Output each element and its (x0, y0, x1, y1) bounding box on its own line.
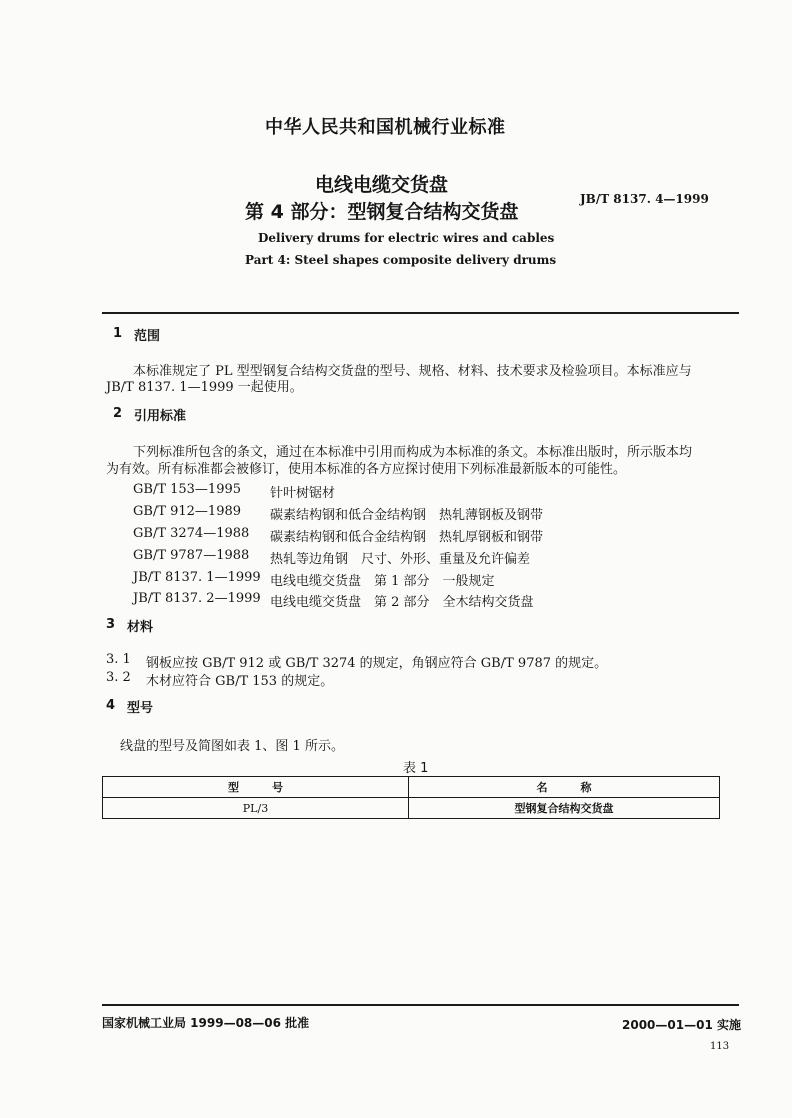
section-3-number: 3 (106, 617, 116, 632)
reference-code: GB/T 912—1989 (133, 504, 242, 519)
implementation-date: 2000—01—01 实施 (622, 1018, 741, 1032)
footer-divider (102, 1004, 739, 1006)
section-4-title: 型号 (127, 701, 154, 716)
document-title-line2: 第 4 部分：型钢复合结构交货盘 (245, 201, 519, 223)
reference-code: JB/T 8137. 2—1999 (133, 591, 261, 606)
section-2-number: 2 (113, 406, 123, 421)
section-2-paragraph-line1: 下列标准所包含的条文，通过在本标准中引用而构成为本标准的条文。本标准出版时，所示版本均 (133, 445, 693, 460)
approval-note: 国家机械工业局 1999—08—06 批准 (102, 1016, 310, 1030)
reference-title: 针叶树锯材 (270, 486, 336, 501)
reference-code: JB/T 8137. 1—1999 (133, 570, 261, 585)
reference-title: 热轧等边角钢 尺寸、外形、重量及允许偏差 (270, 552, 531, 567)
section-2-paragraph-line2: 为有效。所有标准都会被修订，使用本标准的各方应探讨使用下列标准最新版本的可能性。 (106, 462, 627, 477)
table-cell-name: 型钢复合结构交货盘 (409, 798, 720, 819)
section-2-title: 引用标准 (134, 409, 187, 424)
section-1-number: 1 (113, 326, 123, 341)
english-title-line1: Delivery drums for electric wires and cables (258, 231, 555, 245)
clause-3-1-number: 3. 1 (106, 652, 131, 667)
clause-3-2-text: 木材应符合 GB/T 153 的规定。 (146, 674, 334, 689)
reference-code: GB/T 9787—1988 (133, 548, 250, 563)
page-number: 113 (710, 1041, 730, 1052)
reference-title: 电线电缆交货盘 第 1 部分 一般规定 (270, 574, 495, 589)
section-3-title: 材料 (127, 620, 154, 635)
reference-title: 电线电缆交货盘 第 2 部分 全木结构交货盘 (270, 595, 534, 610)
document-title-line1: 电线电缆交货盘 (315, 174, 449, 196)
table-cell-model: PL/3 (103, 798, 409, 819)
reference-code: GB/T 3274—1988 (133, 526, 250, 541)
section-4-intro: 线盘的型号及简图如表 1、图 1 所示。 (120, 739, 344, 754)
section-1-paragraph-line1: 本标准规定了 PL 型型钢复合结构交货盘的型号、规格、材料、技术要求及检验项目。本标准应与 (133, 364, 692, 379)
section-4-number: 4 (106, 698, 116, 713)
header-divider (102, 312, 739, 314)
clause-3-2-number: 3. 2 (106, 670, 131, 685)
clause-3-1-text: 钢板应按 GB/T 912 或 GB/T 3274 的规定，角钢应符合 GB/T 9787 的规定。 (146, 656, 608, 671)
table-caption: 表 1 (403, 761, 429, 776)
table-header-row (103, 777, 720, 798)
section-1-paragraph-line2: JB/T 8137. 1—1999 一起使用。 (106, 380, 303, 395)
industry-standard-heading: 中华人民共和国机械行业标准 (265, 117, 506, 138)
model-table (102, 776, 720, 819)
table-header-cell: 名 称 (409, 777, 720, 798)
standard-code: JB/T 8137. 4—1999 (580, 192, 709, 206)
reference-title: 碳素结构钢和低合金结构钢 热轧厚钢板和钢带 (270, 530, 544, 545)
table-row (103, 798, 720, 819)
section-1-title: 范围 (134, 329, 161, 344)
table-header-cell: 型 号 (103, 777, 409, 798)
reference-title: 碳素结构钢和低合金结构钢 热轧薄钢板及钢带 (270, 508, 544, 523)
english-title-line2: Part 4: Steel shapes composite delivery drums (245, 253, 557, 267)
reference-code: GB/T 153—1995 (133, 482, 242, 497)
